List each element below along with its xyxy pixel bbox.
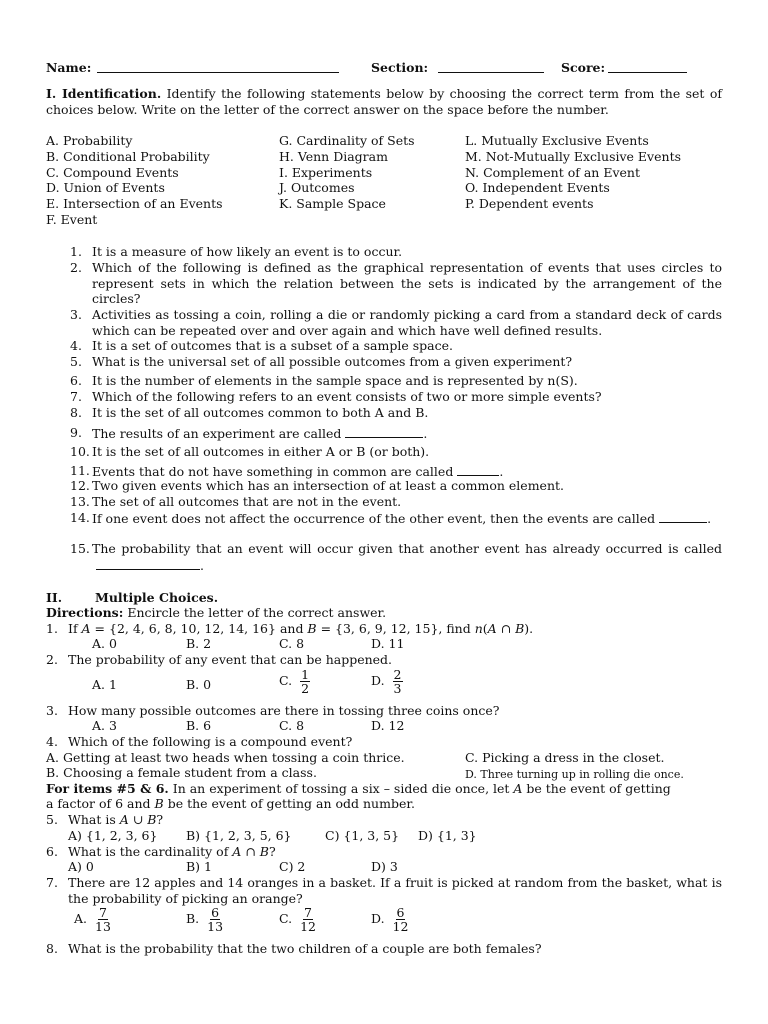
- part1-instructions: [46, 86, 722, 117]
- item-text: It is a set of outcomes that is a subset of a sample space.: [92, 338, 453, 353]
- identification-item-1: [70, 244, 722, 260]
- choice-choices_col2-4: K. Sample Space: [279, 196, 386, 212]
- section-blank[interactable]: [438, 60, 544, 73]
- q2-option-d[interactable]: D. $\frac{2}{3}$: [371, 667, 402, 696]
- q5-number: 5.: [46, 812, 58, 827]
- q8-text: What is the probability that the two children of a couple are both females?: [68, 941, 542, 956]
- choice-choices_col2-2: I. Experiments: [279, 164, 373, 180]
- identification-item-12: [70, 478, 722, 494]
- identification-item-3: [70, 307, 722, 338]
- choice-choices_col1-2: C. Compound Events: [46, 164, 179, 180]
- item-number: 10.: [70, 444, 90, 459]
- choice-choices_col2-3: J. Outcomes: [279, 180, 355, 196]
- item-text: It is the number of elements in the sample space and is represented by n(S).: [92, 373, 578, 388]
- identification-item-7: [70, 389, 722, 405]
- choice-choices_col1-3: D. Union of Events: [46, 180, 165, 196]
- item-text: Two given events which has an intersection of at least a common element.: [92, 478, 564, 493]
- item-number: 4.: [70, 338, 82, 353]
- item-text: If one event does not affect the occurrence of the other event, then the events are called .: [92, 511, 712, 526]
- q1-option-a[interactable]: A. 0: [92, 636, 117, 651]
- section-label: Section:: [371, 60, 429, 75]
- item-number: 3.: [70, 307, 82, 322]
- q1-option-c[interactable]: C. 8: [279, 636, 305, 651]
- item-number: 7.: [70, 389, 82, 404]
- choice-choices_col3-2: N. Complement of an Event: [465, 164, 640, 180]
- choice-choices_col3-0: L. Mutually Exclusive Events: [465, 133, 649, 148]
- item-text: Activities as tossing a coin, rolling a die or randomly picking a card from a standard deck of cards which can be repeated over and over again and which have well defined results.: [92, 307, 722, 338]
- q5-option-b[interactable]: B) {1, 2, 3, 5, 6}: [186, 828, 292, 843]
- items-5-6-intro-cont: a factor of 6 and B be the event of getting an odd number.: [46, 796, 415, 811]
- answer-blank[interactable]: [457, 463, 499, 476]
- items-5-6-intro: For items #5 & 6. In an experiment of tossing a six – sided die once, let A be the event of getting: [46, 781, 671, 796]
- item-number: 15.: [70, 541, 90, 556]
- item-text: It is the set of all outcomes in either A or B (or both).: [92, 444, 430, 459]
- choices-column-1: [46, 133, 223, 228]
- choice-choices_col3-4: P. Dependent events: [465, 196, 594, 212]
- item-number: 5.: [70, 354, 82, 369]
- q5-text: What is A ∪ B?: [68, 812, 164, 827]
- q7-option-b[interactable]: B. $\frac{6}{13}$: [186, 905, 224, 934]
- item-text: It is the set of all outcomes common to both A and B.: [92, 405, 429, 420]
- q6-option-a[interactable]: A) 0: [68, 859, 94, 874]
- q5-option-a[interactable]: A) {1, 2, 3, 6}: [68, 828, 158, 843]
- item-text: The probability that an event will occur given that another event has already occurred is called.: [92, 541, 722, 573]
- q6-option-b[interactable]: B) 1: [186, 859, 212, 874]
- q2-number: 2.: [46, 652, 58, 667]
- q1-number: 1.: [46, 621, 58, 636]
- item-text: The results of an experiment are called .: [92, 426, 428, 441]
- item-number: 1.: [70, 244, 82, 259]
- q4-option-a[interactable]: A. Getting at least two heads when tossing a coin thrice.: [46, 750, 405, 765]
- q6-text: What is the cardinality of A ∩ B?: [68, 844, 276, 859]
- directions-text: Encircle the letter of the correct answer.: [127, 605, 387, 620]
- identification-item-13: [70, 494, 722, 510]
- choice-choices_col1-1: B. Conditional Probability: [46, 148, 210, 164]
- part1-title: I. Identification.: [46, 86, 162, 101]
- q8-number: 8.: [46, 941, 58, 956]
- choice-choices_col2-0: G. Cardinality of Sets: [279, 133, 415, 148]
- q5-option-c[interactable]: C) {1, 3, 5}: [325, 828, 400, 843]
- q7-number: 7.: [46, 875, 58, 890]
- q3-text: How many possible outcomes are there in tossing three coins once?: [68, 703, 500, 718]
- item-number: 6.: [70, 373, 82, 388]
- answer-blank[interactable]: [345, 425, 423, 438]
- name-blank[interactable]: [97, 60, 339, 73]
- answer-blank[interactable]: [659, 510, 707, 523]
- choice-choices_col1-4: E. Intersection of an Events: [46, 196, 223, 212]
- item-text: The set of all outcomes that are not in the event.: [92, 494, 402, 509]
- item-text: What is the universal set of all possible outcomes from a given experiment?: [92, 354, 573, 369]
- q4-option-c[interactable]: C. Picking a dress in the closet.: [465, 750, 665, 765]
- choice-choices_col1-5: F. Event: [46, 211, 98, 227]
- item-number: 8.: [70, 405, 82, 420]
- choices-column-3: [465, 133, 681, 212]
- q3-number: 3.: [46, 703, 58, 718]
- q3-option-d[interactable]: D. 12: [371, 718, 405, 733]
- score-blank[interactable]: [608, 60, 687, 73]
- choice-choices_col1-0: A. Probability: [46, 133, 133, 148]
- item-number: 11.: [70, 463, 90, 478]
- identification-item-5: [70, 354, 722, 370]
- choice-choices_col3-3: O. Independent Events: [465, 180, 610, 196]
- q1-text: If A = {2, 4, 6, 8, 10, 12, 14, 16} and B = {3, 6, 9, 12, 15}, find n(A ∩ B).: [68, 621, 534, 636]
- q7-option-a[interactable]: A. $\frac{7}{13}$: [74, 905, 111, 934]
- choice-choices_col2-1: H. Venn Diagram: [279, 148, 388, 164]
- identification-item-9: [70, 425, 722, 441]
- identification-item-10: [70, 444, 722, 460]
- answer-blank[interactable]: [96, 557, 200, 570]
- item-text: Events that do not have something in common are called .: [92, 464, 504, 479]
- identification-item-15: [70, 541, 722, 572]
- directions-label: Directions:: [46, 605, 124, 620]
- q5-option-d[interactable]: D) {1, 3}: [418, 828, 477, 843]
- item-text: Which of the following refers to an event consists of two or more simple events?: [92, 389, 602, 404]
- part2-number: II.: [46, 590, 63, 605]
- q7-option-d[interactable]: D. $\frac{6}{12}$: [371, 905, 409, 934]
- q3-option-a[interactable]: A. 3: [92, 718, 117, 733]
- q1-option-b[interactable]: B. 2: [186, 636, 212, 651]
- q3-option-b[interactable]: B. 6: [186, 718, 212, 733]
- q3-option-c[interactable]: C. 8: [279, 718, 305, 733]
- q4-text: Which of the following is a compound event?: [68, 734, 353, 749]
- name-label: Name:: [46, 60, 92, 75]
- q7-text: There are 12 apples and 14 oranges in a basket. If a fruit is picked at random from the basket, what is the probability of picking an orange?: [68, 875, 722, 906]
- identification-item-2: [70, 260, 722, 307]
- q2-option-b[interactable]: B. 0: [186, 677, 212, 692]
- q1-option-d[interactable]: D. 11: [371, 636, 405, 651]
- q6-number: 6.: [46, 844, 58, 859]
- item-number: 13.: [70, 494, 90, 509]
- item-number: 9.: [70, 425, 82, 440]
- item-text: It is a measure of how likely an event is to occur.: [92, 244, 403, 259]
- choice-choices_col3-1: M. Not-Mutually Exclusive Events: [465, 148, 682, 164]
- identification-item-6: [70, 373, 722, 389]
- item-text: Which of the following is defined as the graphical representation of events that uses circles to represent sets in which the relation between the sets is indicated by the arrangement of the circles?: [92, 260, 722, 307]
- item-number: 2.: [70, 260, 82, 275]
- q7-option-c[interactable]: C. $\frac{7}{12}$: [279, 905, 316, 934]
- identification-item-11: [70, 463, 722, 479]
- choices-column-2: [279, 133, 415, 212]
- q2-option-c[interactable]: C. $\frac{1}{2}$: [279, 667, 310, 696]
- part1-instructions-text: Identify the following statements below by choosing the correct term from the set of choices below. Write on the letter of the correct answer on the space before the number.: [46, 86, 722, 117]
- item-number: 12.: [70, 478, 90, 493]
- identification-item-14: [70, 510, 722, 541]
- q4-option-b[interactable]: B. Choosing a female student from a class.: [46, 765, 317, 780]
- part2-directions: [46, 605, 386, 621]
- q2-option-a[interactable]: A. 1: [92, 677, 117, 692]
- score-label: Score:: [561, 60, 606, 75]
- identification-item-4: [70, 338, 722, 354]
- identification-item-8: [70, 405, 722, 421]
- part2-title: Multiple Choices.: [95, 590, 219, 605]
- q6-option-c[interactable]: C) 2: [279, 859, 306, 874]
- item-number: 14.: [70, 510, 90, 525]
- q4-number: 4.: [46, 734, 58, 749]
- q6-option-d[interactable]: D) 3: [371, 859, 398, 874]
- q2-text: The probability of any event that can be happened.: [68, 652, 393, 667]
- q4-option-d[interactable]: D. Three turning up in rolling die once.: [465, 768, 684, 781]
